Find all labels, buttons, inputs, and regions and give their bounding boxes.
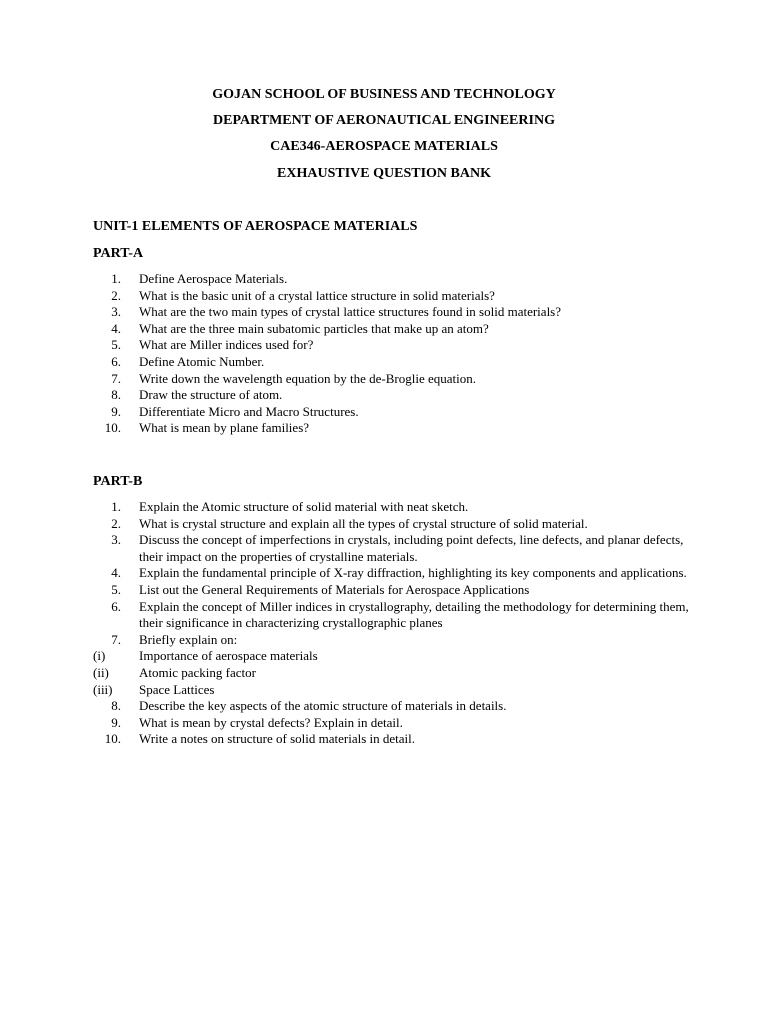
item-number: (i) <box>93 648 106 664</box>
list-item <box>93 599 693 632</box>
sub-list-item <box>93 648 693 665</box>
item-text: What is mean by crystal defects? Explain in detail. <box>139 714 403 730</box>
item-text: Space Lattices <box>139 681 215 697</box>
item-text: Explain the Atomic structure of solid material with neat sketch. <box>139 499 469 514</box>
list-item <box>93 499 693 516</box>
item-text: Define Aerospace Materials. <box>139 271 288 286</box>
part-a-list <box>93 271 693 437</box>
list-item <box>93 516 693 533</box>
item-number: 6. <box>111 598 121 614</box>
item-number: 5. <box>111 337 121 353</box>
item-text: Define Atomic Number. <box>139 353 265 369</box>
list-item <box>93 565 693 582</box>
list-item <box>93 731 693 748</box>
list-item <box>93 404 693 421</box>
item-number: 8. <box>111 387 121 403</box>
item-text: What is crystal structure and explain all the types of crystal structure of solid material. <box>139 515 588 531</box>
item-text: What is mean by plane families? <box>139 420 310 436</box>
list-item <box>93 288 693 305</box>
part-a-title: PART-A <box>93 246 144 261</box>
list-item <box>93 698 693 715</box>
item-text: Write a notes on structure of solid materials in detail. <box>139 731 416 747</box>
school-name: GOJAN SCHOOL OF BUSINESS AND TECHNOLOGY <box>212 87 556 102</box>
list-item <box>93 304 693 321</box>
item-number: 4. <box>111 565 121 581</box>
document-title: EXHAUSTIVE QUESTION BANK <box>277 166 491 181</box>
item-text: What are Miller indices used for? <box>139 337 314 353</box>
item-text: Draw the structure of atom. <box>139 387 283 403</box>
department-name: DEPARTMENT OF AERONAUTICAL ENGINEERING <box>213 113 555 128</box>
part-b-list <box>93 499 693 748</box>
item-number: 6. <box>111 353 121 369</box>
item-number: 3. <box>111 304 121 320</box>
list-item <box>93 271 693 288</box>
list-item <box>93 321 693 338</box>
item-number: 10. <box>104 420 121 436</box>
item-text: What is the basic unit of a crystal lattice structure in solid materials? <box>139 287 495 303</box>
item-text: Write down the wavelength equation by the de-Broglie equation. <box>139 370 477 386</box>
item-number: (iii) <box>93 681 113 697</box>
item-text: What are the three main subatomic particles that make up an atom? <box>139 320 489 336</box>
list-item <box>93 582 693 599</box>
list-item <box>93 354 693 371</box>
item-text: What are the two main types of crystal lattice structures found in solid materials? <box>139 304 562 320</box>
item-number: 10. <box>104 731 121 747</box>
item-number: 5. <box>111 581 121 597</box>
item-number: 2. <box>111 287 121 303</box>
item-text: Explain the fundamental principle of X-ray diffraction, highlighting its key components and applications. <box>139 565 687 581</box>
sub-list-item <box>93 682 693 699</box>
list-item <box>93 715 693 732</box>
item-number: 4. <box>111 320 121 336</box>
item-number: 3. <box>111 532 121 548</box>
list-item <box>93 532 693 565</box>
unit-title: UNIT-1 ELEMENTS OF AEROSPACE MATERIALS <box>93 219 418 234</box>
sub-list-item <box>93 665 693 682</box>
list-item <box>93 420 693 437</box>
item-number: 8. <box>111 698 121 714</box>
item-number: 9. <box>111 714 121 730</box>
part-b-title: PART-B <box>93 474 143 489</box>
item-text: Explain the concept of Miller indices in crystallography, detailing the methodology for determining them, their significance in characterizing crystallographic planes <box>139 598 689 631</box>
item-number: 9. <box>111 403 121 419</box>
item-text: Briefly explain on: <box>139 631 238 647</box>
list-item <box>93 387 693 404</box>
item-number: 1. <box>111 271 121 286</box>
list-item <box>93 632 693 649</box>
list-item <box>93 337 693 354</box>
course-title: CAE346-AEROSPACE MATERIALS <box>270 139 498 154</box>
item-number: (ii) <box>93 664 109 680</box>
item-text: Differentiate Micro and Macro Structures. <box>139 403 359 419</box>
item-number: 2. <box>111 515 121 531</box>
item-text: Importance of aerospace materials <box>139 648 318 664</box>
list-item <box>93 371 693 388</box>
item-text: Describe the key aspects of the atomic structure of materials in details. <box>139 698 507 714</box>
item-number: 7. <box>111 631 121 647</box>
item-text: Discuss the concept of imperfections in crystals, including point defects, line defects, and planar defects, their impact on the properties of crystalline materials. <box>139 532 684 564</box>
item-number: 1. <box>111 499 121 514</box>
item-text: Atomic packing factor <box>139 664 256 680</box>
item-text: List out the General Requirements of Materials for Aerospace Applications <box>139 581 530 597</box>
item-number: 7. <box>111 370 121 386</box>
